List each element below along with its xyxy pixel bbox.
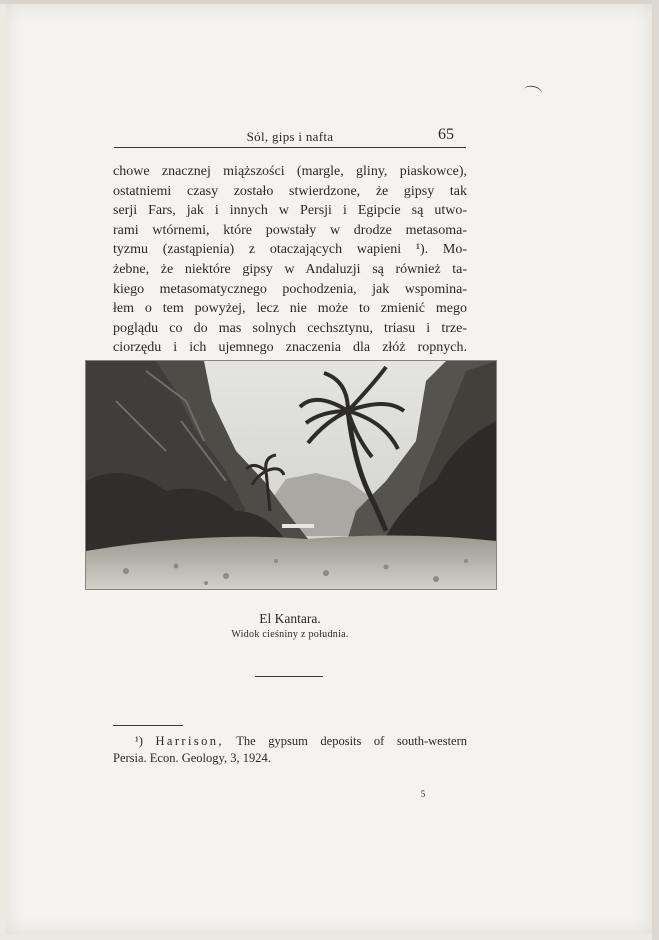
bridge xyxy=(282,524,314,528)
body-line: serji Fars, jak i innych w Persji i Egipcie są utwo- xyxy=(113,203,467,219)
body-line: kiego metasomatycznego pochodzenia, jak wspomina- xyxy=(113,281,467,297)
footnote-marker: ¹) xyxy=(135,734,143,748)
body-line: chowe znacznej miąższości (margle, gliny, piaskowce), xyxy=(113,164,467,179)
landscape-illustration xyxy=(86,361,496,589)
scan-right-edge xyxy=(652,0,659,940)
body-line: ciorzędu i ich ujemnego znaczenia dla złóż ropnych. xyxy=(113,340,467,356)
body-line: poglądu co do mas solnych cechsztynu, triasu i trze- xyxy=(113,320,467,336)
footnote-divider xyxy=(113,725,183,726)
printer-signature-mark: 5 xyxy=(420,789,426,799)
body-line: tyzmu (zastąpienia) z otaczających wapieni ¹). Mo- xyxy=(113,242,467,258)
figure-caption-subtitle: Widok cieśniny z południa. xyxy=(231,629,349,640)
body-line: łem o tem powyżej, lecz nie może to zmienić mego xyxy=(113,301,467,317)
figure-caption-title: El Kantara. xyxy=(259,611,321,626)
footnote xyxy=(113,733,467,767)
body-line: żebne, że niektóre gipsy w Andaluzji są również ta- xyxy=(113,261,467,277)
page-header xyxy=(114,127,466,148)
footnote-text: The gypsum deposits of south-western xyxy=(236,734,468,748)
el-kantara-photograph xyxy=(85,360,497,590)
footnote-author: Harrison, xyxy=(155,734,224,748)
section-divider xyxy=(255,676,323,677)
body-line: ostatniemi czasy zostało stwierdzone, że gipsy tak xyxy=(113,183,467,199)
footnote-line: Persia. Econ. Geology, 3, 1924. xyxy=(113,751,271,765)
running-title: Sól, gips i nafta xyxy=(246,129,334,144)
page-number: 65 xyxy=(438,126,454,143)
footnote-line xyxy=(113,733,467,750)
body-line: rami wtórnemi, które powstały w drodze metasoma- xyxy=(113,222,467,238)
body-paragraph xyxy=(113,162,467,358)
